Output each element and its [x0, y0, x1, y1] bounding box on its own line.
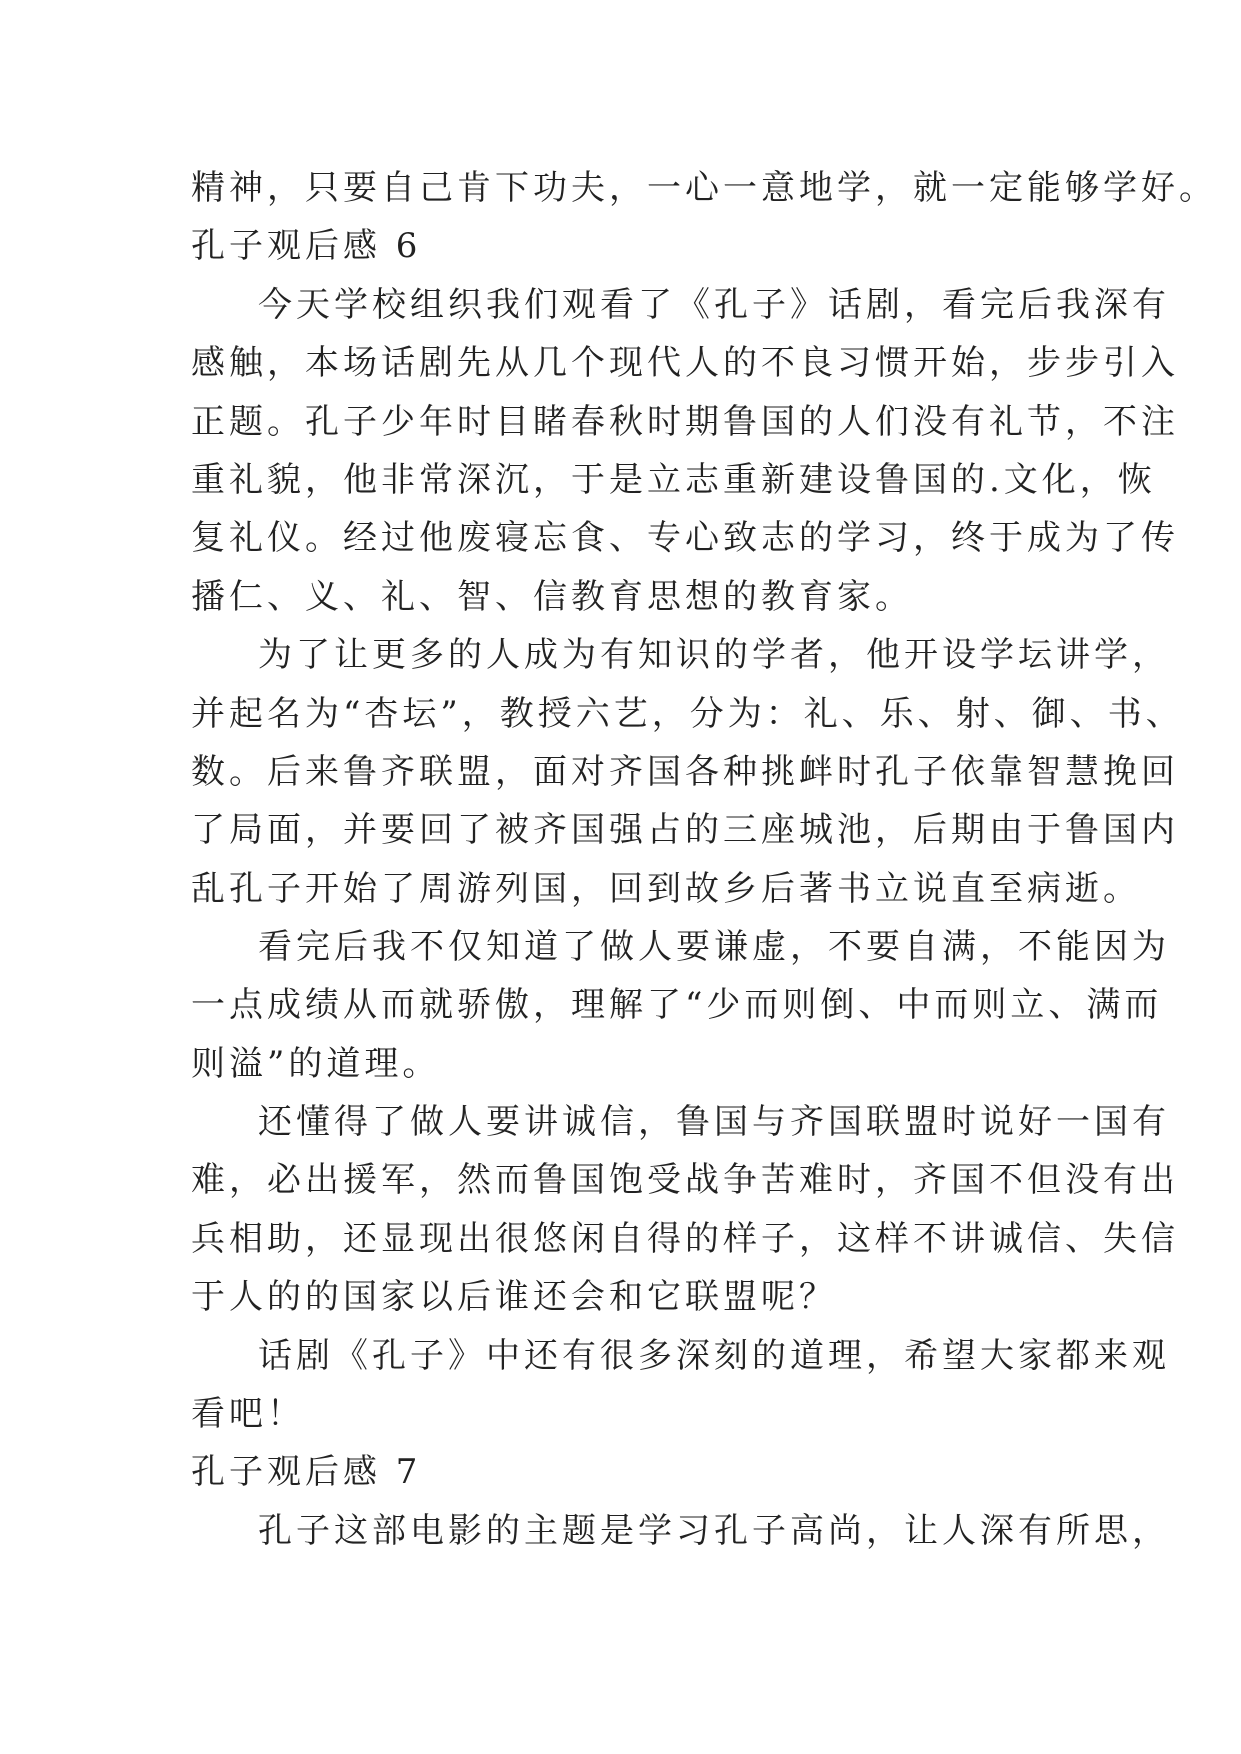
text-line: 话剧《孔子》中还有很多深刻的道理，希望大家都来观	[258, 1336, 1170, 1376]
text-line: 看完后我不仅知道了做人要谦虚，不要自满，不能因为	[258, 927, 1170, 967]
text-line: 孔子这部电影的主题是学习孔子高尚，让人深有所思，	[258, 1511, 1170, 1551]
text-line: 于人的的国家以后谁还会和它联盟呢？	[191, 1277, 837, 1317]
text-line: 乱孔子开始了周游列国，回到故乡后著书立说直至病逝。	[191, 869, 1141, 909]
text-line: 一点成绩从而就骄傲，理解了“少而则倒、中而则立、满而	[191, 985, 1163, 1025]
text-line: 正题。孔子少年时目睹春秋时期鲁国的人们没有礼节，不注	[191, 402, 1179, 442]
text-line: 为了让更多的人成为有知识的学者，他开设学坛讲学，	[258, 635, 1170, 675]
text-line: 了局面，并要回了被齐国强占的三座城池，后期由于鲁国内	[191, 810, 1179, 850]
text-line: 看吧！	[191, 1394, 305, 1434]
text-line: 复礼仪。经过他废寝忘食、专心致志的学习，终于成为了传	[191, 518, 1179, 558]
text-line: 难，必出援军，然而鲁国饱受战争苦难时，齐国不但没有出	[191, 1160, 1179, 1200]
text-line: 今天学校组织我们观看了《孔子》话剧，看完后我深有	[258, 285, 1170, 325]
text-line: 兵相助，还显现出很悠闲自得的样子，这样不讲诚信、失信	[191, 1219, 1179, 1259]
text-line: 感触，本场话剧先从几个现代人的不良习惯开始，步步引入	[191, 343, 1179, 383]
section-heading: 孔子观后感 6	[191, 226, 422, 266]
section-heading: 孔子观后感 7	[191, 1452, 422, 1492]
text-line: 数。后来鲁齐联盟，面对齐国各种挑衅时孔子依靠智慧挽回	[191, 752, 1179, 792]
text-line: 还懂得了做人要讲诚信，鲁国与齐国联盟时说好一国有	[258, 1102, 1170, 1142]
text-line: 重礼貌，他非常深沉，于是立志重新建设鲁国的.文化，恢	[191, 460, 1156, 500]
text-line: 则溢”的道理。	[191, 1044, 441, 1084]
text-line: 并起名为“杏坛”，教授六艺，分为：礼、乐、射、御、书、	[191, 694, 1184, 734]
text-line: 播仁、义、礼、智、信教育思想的教育家。	[191, 577, 913, 617]
text-line: 精神，只要自己肯下功夫，一心一意地学，就一定能够学好。	[191, 168, 1217, 208]
